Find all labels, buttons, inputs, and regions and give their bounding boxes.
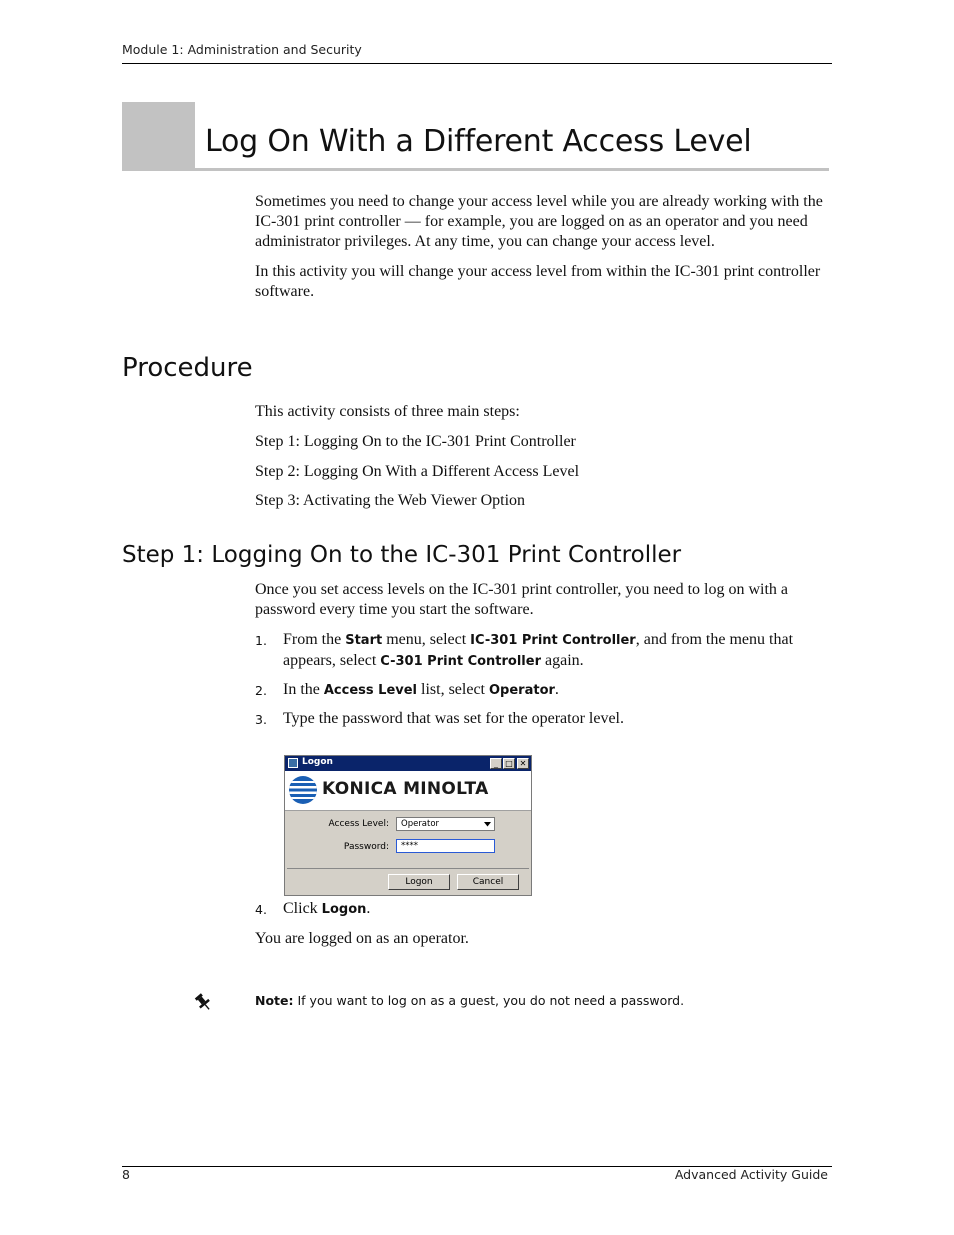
step1-heading: Step 1: Logging On to the IC-301 Print Controller (122, 542, 682, 568)
ui-term-start: Start (345, 633, 383, 648)
item-text: Type the password that was set for the operator level. (283, 710, 624, 727)
password-label: Password: (343, 842, 389, 852)
note-label: Note: (255, 993, 294, 1008)
maximize-button[interactable]: □ (503, 758, 515, 769)
step1-result: You are logged on as an operator. (255, 930, 469, 947)
footer-guide-title: Advanced Activity Guide (674, 1167, 828, 1182)
ui-term-logon: Logon (321, 902, 367, 917)
step1-item-4 (255, 899, 833, 920)
logon-dialog (284, 755, 532, 896)
brand-name: KONICA MINOLTA (322, 779, 489, 799)
intro-section (255, 192, 833, 302)
title-rule (195, 168, 829, 171)
access-level-label: Access Level: (328, 819, 389, 829)
item-text: Click (283, 900, 322, 917)
procedure-list (255, 402, 833, 511)
dialog-separator (287, 868, 529, 869)
procedure-step-2: Step 2: Logging On With a Different Access Level (255, 463, 580, 480)
ui-term-ic301: IC-301 Print Controller (470, 633, 636, 648)
item-text: menu, select (382, 631, 471, 648)
page-title: Log On With a Different Access Level (205, 124, 752, 159)
running-header: Module 1: Administration and Security (122, 42, 362, 57)
dialog-titlebar (285, 756, 531, 771)
ui-term-c301: C-301 Print Controller (380, 654, 541, 669)
item-text: . (366, 900, 371, 917)
item-number: 2. (255, 683, 267, 698)
item-number: 3. (255, 712, 267, 727)
procedure-intro: This activity consists of three main steps: (255, 403, 520, 420)
globe-logo-icon (288, 775, 318, 805)
intro-paragraph-2: In this activity you will change your access level from within the IC-301 print controller software. (255, 263, 821, 300)
dialog-title: Logon (302, 757, 333, 767)
close-button[interactable]: ✕ (517, 758, 529, 769)
header-rule (122, 63, 832, 64)
item-text: . (554, 681, 559, 698)
procedure-step-3: Step 3: Activating the Web Viewer Option (255, 492, 526, 509)
item-number: 1. (255, 633, 267, 648)
chevron-down-icon (484, 822, 491, 827)
step1-item-1 (255, 630, 833, 672)
note-text: If you want to log on as a guest, you do not need a password. (293, 993, 685, 1008)
step1-item-3 (255, 709, 833, 729)
item-text: In the (283, 681, 324, 698)
note (255, 993, 684, 1008)
ui-term-operator: Operator (489, 683, 555, 698)
procedure-step-1: Step 1: Logging On to the IC-301 Print Controller (255, 433, 576, 450)
item-text: again. (541, 652, 584, 669)
intro-paragraph-1: Sometimes you need to change your access level while you are already working with the IC-301 print controller — for example, you are logged on as an operator and you need administrator privileges. At any time, you can change your access level. (255, 193, 823, 250)
brand-banner (285, 771, 531, 811)
access-level-value: Operator (401, 819, 440, 829)
item-text: From the (283, 631, 346, 648)
logon-button[interactable]: Logon (388, 874, 450, 890)
item-text: list, select (417, 681, 489, 698)
ui-term-access-level: Access Level (323, 683, 418, 698)
minimize-button[interactable]: _ (490, 758, 502, 769)
pushpin-icon (192, 992, 214, 1012)
access-level-select[interactable] (396, 817, 495, 831)
title-box (122, 102, 195, 171)
app-icon (288, 758, 298, 768)
item-number: 4. (255, 902, 267, 917)
step1-item-2 (255, 680, 833, 701)
procedure-heading: Procedure (122, 353, 253, 383)
step1-intro: Once you set access levels on the IC-301 print controller, you need to log on with a password every time you start the software. (255, 581, 788, 618)
item-text: , and from the menu that appears, select (283, 631, 794, 669)
page-number: 8 (122, 1167, 130, 1182)
password-input[interactable]: **** (396, 839, 495, 853)
cancel-button[interactable]: Cancel (457, 874, 519, 890)
